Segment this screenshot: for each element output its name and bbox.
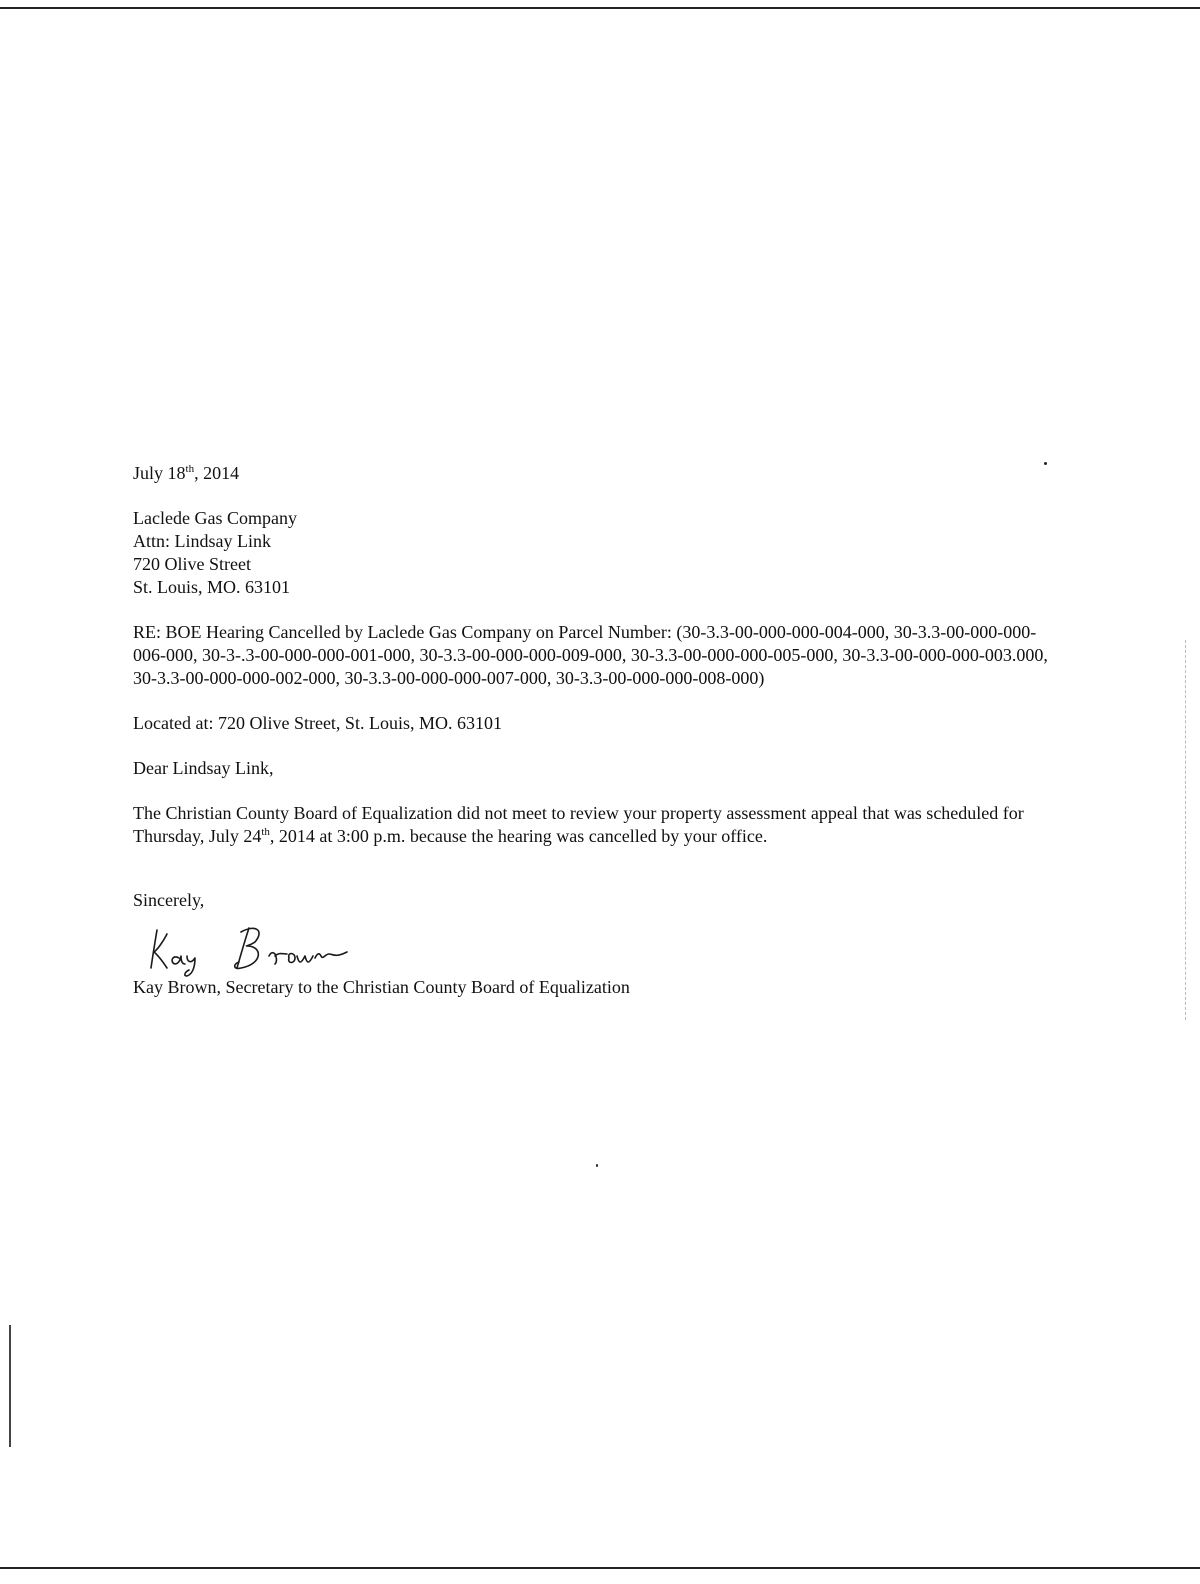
scan-mark-left [9, 1325, 11, 1447]
located-at: Located at: 720 Olive Street, St. Louis, MO. 63101 [133, 713, 502, 733]
body-paragraph: The Christian County Board of Equalization did not meet to review your property assessment appeal that was scheduled for Thursday, July 24th, 2014 at 3:00 p.m. because the hearing was cancelled by your office. [133, 803, 1024, 846]
re-line: RE: BOE Hearing Cancelled by Laclede Gas Company on Parcel Number: (30-3.3-00-000-000-004-000, 30-3.3-00-000-000-006-000, 30-3-.3-00-000-000-001-000, 30-3.3-00-000-000-009-000, 30-3.3-00-000-000-005-000, 30-3.3-00-000-000-003.000, 30-3.3-00-000-000-002-000, 30-3.3-00-000-000-007-000, 30-3.3-00-000-000-008-000) [133, 622, 1048, 688]
recipient-address [133, 507, 1063, 599]
scan-edge-right [1185, 640, 1187, 1020]
handwritten-signature [137, 918, 367, 978]
scan-speck [596, 1164, 598, 1167]
scan-border-top [0, 7, 1200, 9]
closing: Sincerely, [133, 890, 205, 910]
recipient-city: St. Louis, MO. 63101 [133, 577, 291, 597]
letter-body [133, 462, 1063, 999]
signature-block: Kay Brown, Secretary to the Christian County Board of Equalization [133, 977, 630, 997]
recipient-street: 720 Olive Street [133, 554, 251, 574]
letter-date: July 18th, 2014 [133, 463, 240, 483]
scan-border-bottom [0, 1567, 1200, 1569]
recipient-company: Laclede Gas Company [133, 508, 297, 528]
salutation: Dear Lindsay Link, [133, 758, 274, 778]
recipient-attn: Attn: Lindsay Link [133, 531, 271, 551]
